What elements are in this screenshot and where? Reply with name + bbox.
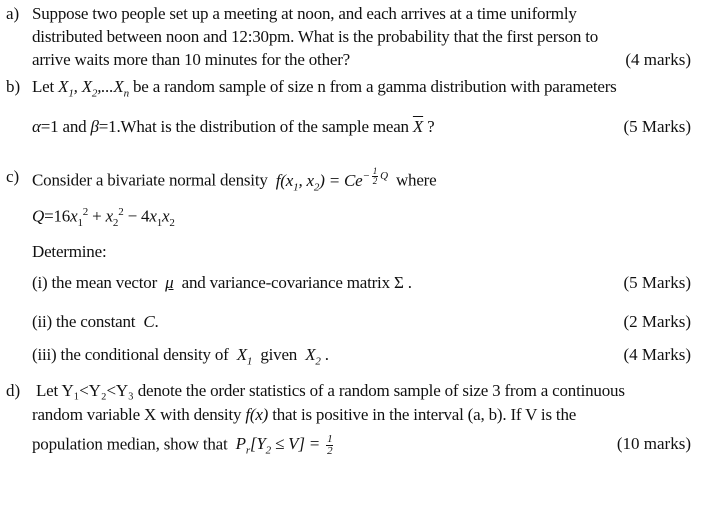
question-d-l2-pre: random variable X with density: [32, 405, 242, 424]
marks-c-ii: (2 Marks): [623, 312, 691, 331]
question-b-line-2: α=1 and β=1.What is the distribution of the sample mean $\overline{X}$ ?: [32, 117, 435, 136]
question-c-iii-text: (iii) the conditional density of: [32, 345, 229, 364]
question-b-text: .What is the distribution of the sample mean: [116, 117, 409, 136]
q-formula: $Q=16x_1^2 + x_2^2 - 4x_1x_2$: [32, 206, 175, 230]
density-formula: $f(x_1$, $x_2) = Ce^{- \frac{1}{2} Q}$: [275, 166, 388, 194]
question-b-rest: be a random sample of size n from a gamma distribution with parameters: [133, 77, 617, 96]
question-d-line-1: Let Y₁<Y₂<Y₃ denote the order statistics of a random sample of size 3 from a continuous: [36, 381, 625, 400]
question-c-i-text: (i) the mean vector: [32, 273, 158, 292]
marks-c-iii: (4 Marks): [623, 345, 691, 364]
question-c-iii: (iii) the conditional density of $X_1$ given $X_2$ .: [32, 345, 329, 368]
question-a-line-2: distributed between noon and 12:30pm. What is the probability that the first person to: [32, 27, 599, 46]
question-c-i: [32, 273, 412, 293]
question-c-line-1: [32, 167, 436, 193]
parameter-formula: α: [32, 117, 41, 136]
label-b: b): [6, 77, 21, 96]
question-d-l3-pre: population median, show that: [32, 434, 228, 454]
question-c-ii-text: (ii) the constant: [32, 312, 136, 331]
question-c-intro: Consider a bivariate normal density: [32, 170, 268, 190]
question-c-iii-mid: given: [260, 345, 298, 364]
mu-symbol: μ: [165, 273, 174, 292]
question-c-determine: Determine:: [32, 242, 107, 261]
marks-d: (10 marks): [616, 434, 691, 453]
question-d-line-2: [32, 405, 576, 425]
question-c-where: where: [395, 170, 437, 190]
marks-c-i: (5 Marks): [623, 273, 691, 292]
x1-symbol: $X_1$: [236, 345, 253, 368]
probability-formula: $P_r[Y_2 \le V]$ = $\frac{1}{2}$: [235, 433, 333, 457]
label-a: a): [6, 4, 20, 23]
label-c: c): [6, 167, 20, 186]
question-c-i-mid: and variance-covariance matrix: [181, 273, 390, 292]
x2-symbol: $X_2$: [305, 345, 321, 368]
density-fx: f(x): [245, 405, 269, 424]
question-a-line-3: arrive waits more than 10 minutes for the other?: [32, 50, 351, 69]
sample-mean-symbol: $\overline{X}$: [412, 117, 424, 136]
question-c-ii: (ii) the constant C.: [32, 312, 159, 331]
sigma-symbol: Σ .: [393, 273, 412, 292]
question-b-line-1: [32, 77, 617, 99]
question-a-line-1: Suppose two people set up a meeting at noon, and each arrives at a time uniformly: [32, 4, 577, 23]
question-d-line-3: [32, 434, 335, 457]
sample-vars-formula: $X_1$, $X_2,...X_n$: [58, 77, 129, 100]
question-d-l2-post: that is positive in the interval (a, b). If V is the: [272, 405, 577, 424]
question-b-let: Let: [32, 77, 55, 96]
label-d: d): [6, 381, 21, 400]
marks-b: (5 Marks): [623, 117, 691, 136]
constant-c-symbol: C: [143, 312, 155, 331]
marks-a: (4 marks): [625, 50, 691, 69]
